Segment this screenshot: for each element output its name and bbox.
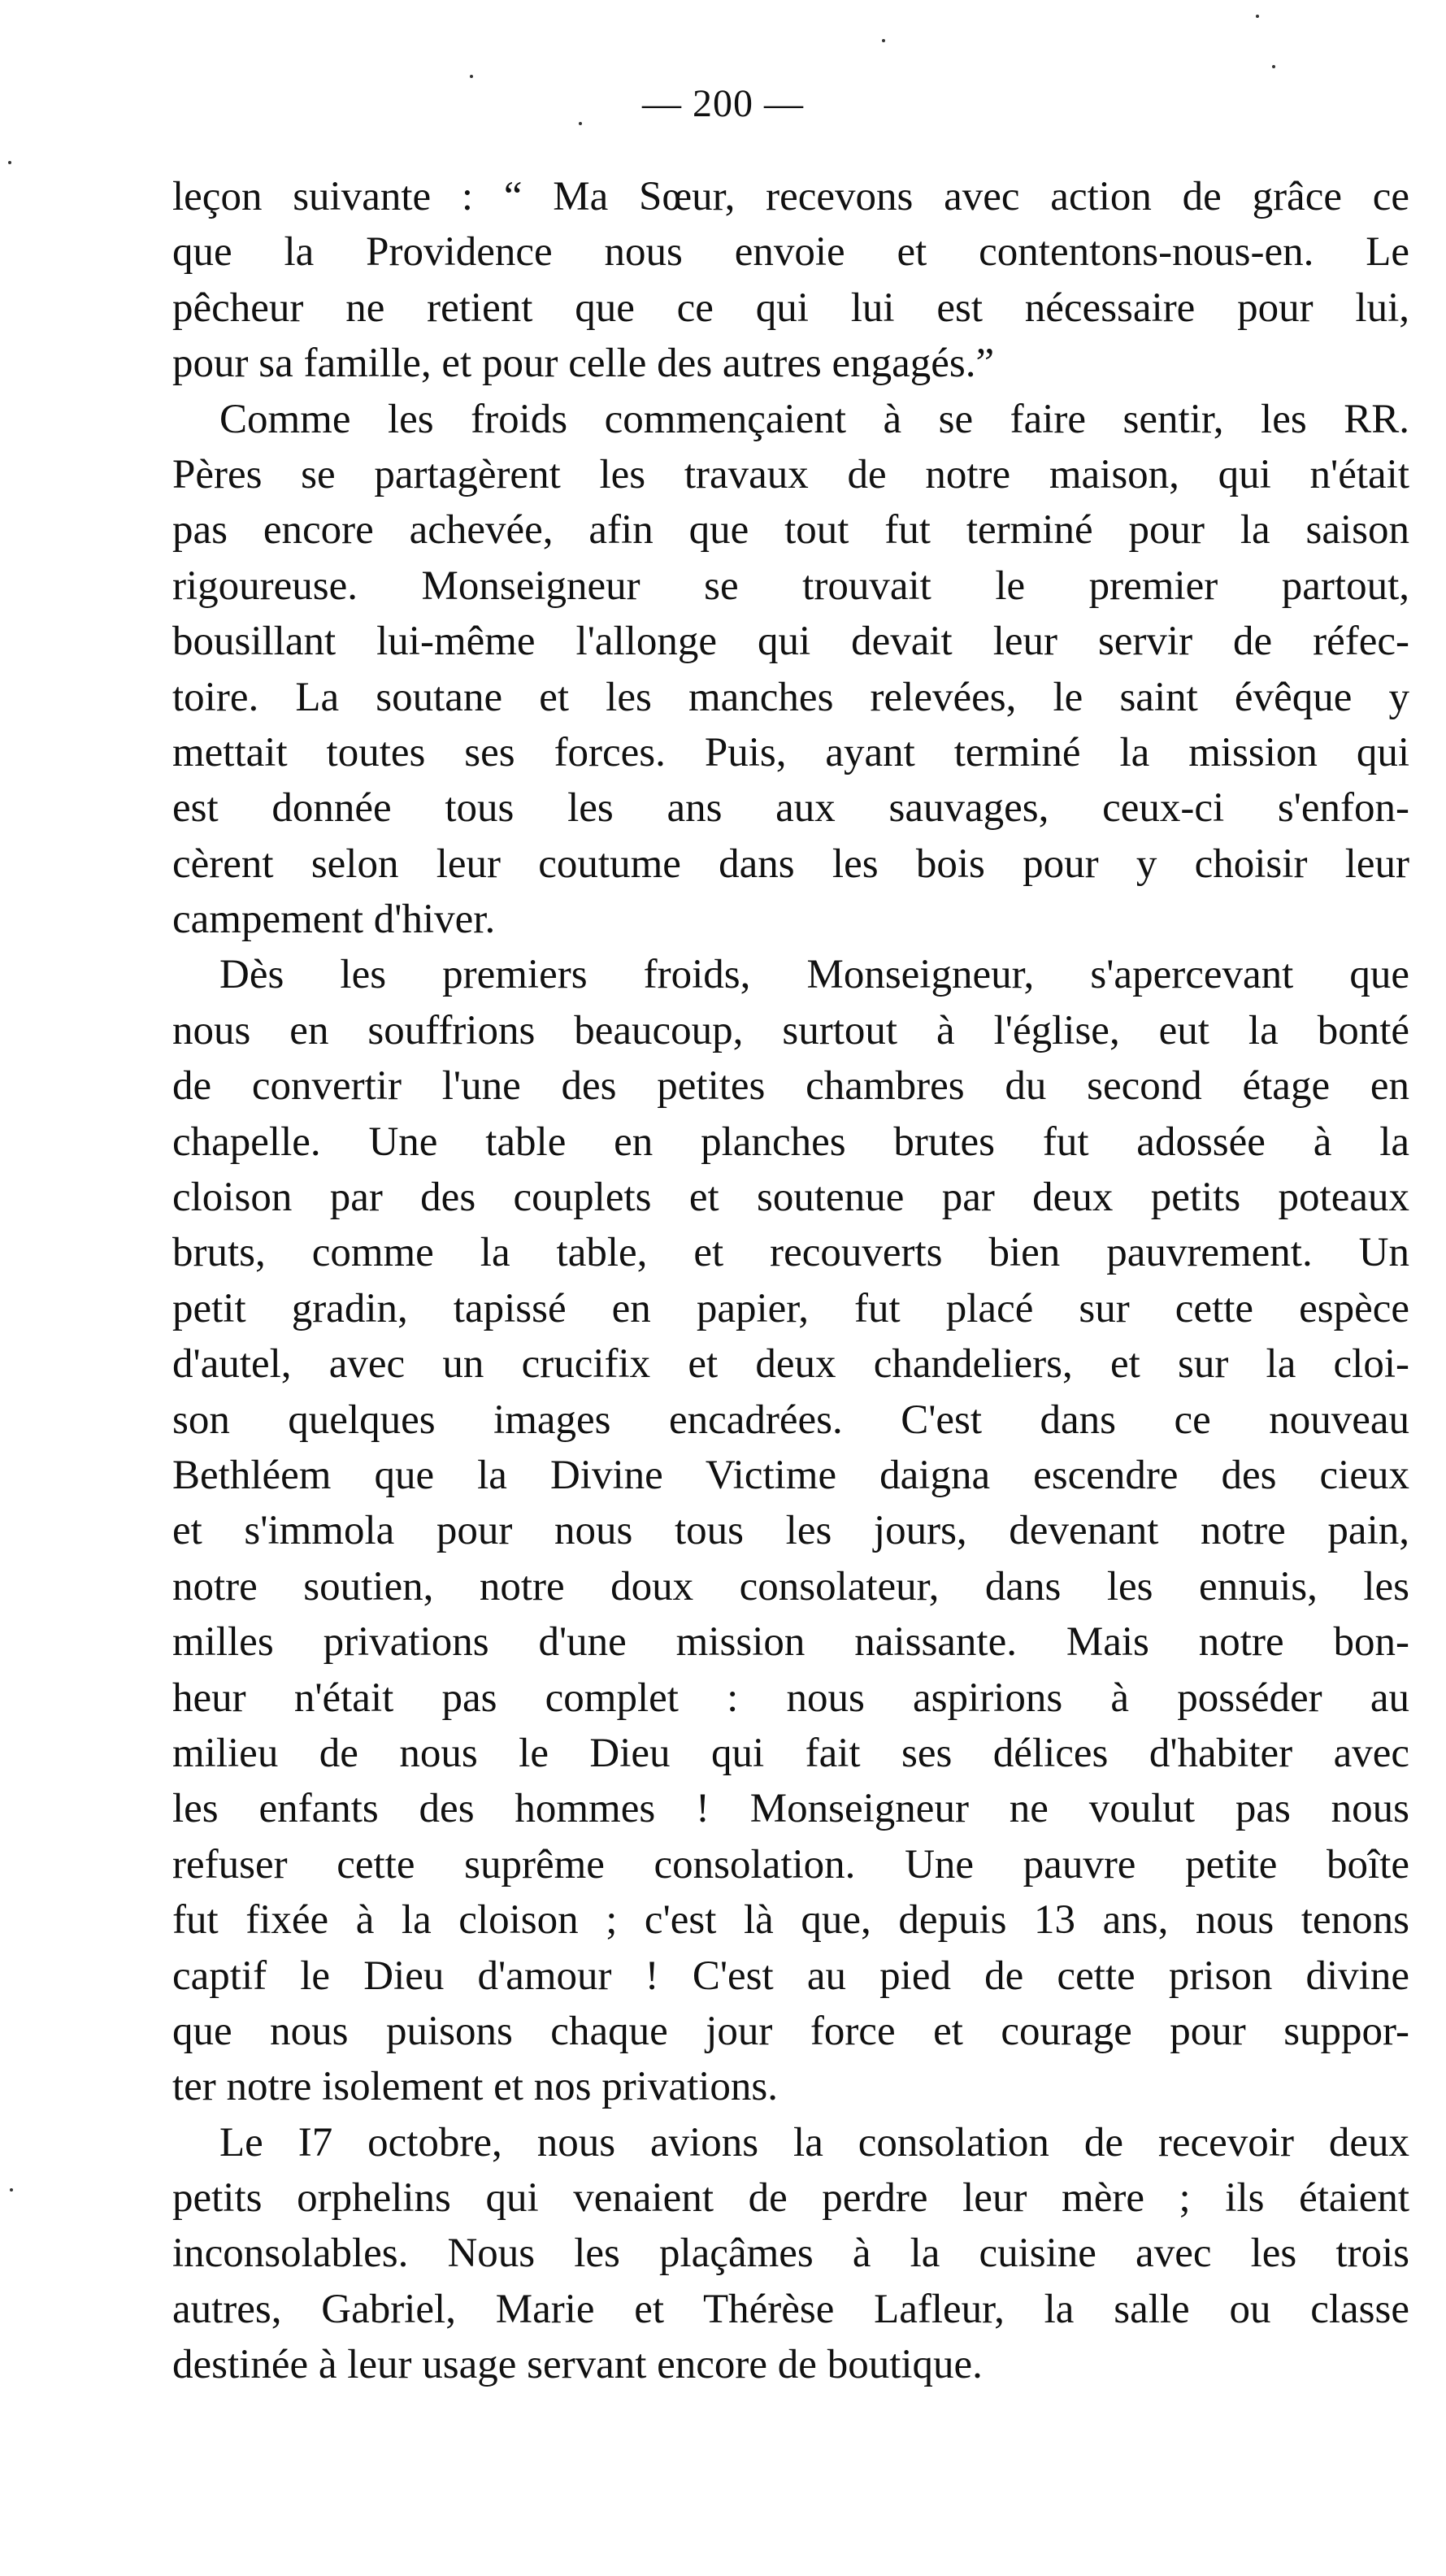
text-line: pas encore achevée, afin que tout fut terminé pour la saison	[172, 507, 1409, 554]
text-line: cloison par des couplets et soutenue par deux petits poteaux	[172, 1175, 1409, 1221]
paragraph	[172, 947, 1409, 2114]
text-line: cèrent selon leur coutume dans les bois pour y choisir leur	[172, 841, 1409, 887]
text-line: toire. La soutane et les manches relevées, le saint évêque y	[172, 674, 1409, 720]
text-line: petits orphelins qui venaient de perdre leur mère ; ils étaient	[172, 2175, 1409, 2222]
text-line: milieu de nous le Dieu qui fait ses délices d'habiter avec	[172, 1730, 1409, 1776]
text-line: est donnée tous les ans aux sauvages, ceux-ci s'enfon-	[172, 785, 1409, 832]
text-line: captif le Dieu d'amour ! C'est au pied de cette prison divine	[172, 1953, 1409, 1999]
text-line: rigoureuse. Monseigneur se trouvait le premier partout,	[172, 563, 1409, 609]
text-line: pêcheur ne retient que ce qui lui est nécessaire pour lui,	[172, 285, 1409, 331]
text-line: fut fixée à la cloison ; c'est là que, depuis 13 ans, nous tenons	[172, 1897, 1409, 1944]
text-line: bruts, comme la table, et recouverts bien pauvrement. Un	[172, 1230, 1409, 1276]
text-line: campement d'hiver.	[172, 897, 496, 943]
text-line: leçon suivante : “ Ma Sœur, recevons avec action de grâce ce	[172, 174, 1409, 219]
text-line: mettait toutes ses forces. Puis, ayant terminé la mission qui	[172, 729, 1409, 775]
text-line: Dès les premiers froids, Monseigneur, s'apercevant que	[219, 952, 1409, 998]
paragraph	[172, 2115, 1409, 2393]
text-line: les enfants des hommes ! Monseigneur ne voulut pas nous	[172, 1786, 1409, 1832]
text-line: que nous puisons chaque jour force et courage pour suppor-	[172, 2008, 1409, 2054]
paragraph	[172, 392, 1409, 948]
text-line: chapelle. Une table en planches brutes fut adossée à la	[172, 1119, 1409, 1165]
body-text	[172, 169, 1409, 2393]
page-number: — 200 —	[642, 82, 804, 125]
text-line: Le I7 octobre, nous avions la consolation de recevoir deux	[219, 2119, 1409, 2165]
text-line: que la Providence nous envoie et contentons-nous-en. Le	[172, 229, 1409, 276]
text-line: inconsolables. Nous les plaçâmes à la cuisine avec les trois	[172, 2231, 1409, 2277]
text-line: Bethléem que la Divine Victime daigna escendre des cieux	[172, 1452, 1409, 1498]
text-line: ter notre isolement et nos privations.	[172, 2064, 779, 2110]
text-line: Pères se partagèrent les travaux de notre maison, qui n'était	[172, 451, 1409, 497]
paragraph	[172, 169, 1409, 392]
text-line: et s'immola pour nous tous les jours, devenant notre pain,	[172, 1508, 1409, 1554]
text-line: pour sa famille, et pour celle des autres engagés.”	[172, 341, 995, 387]
text-line: heur n'était pas complet : nous aspirions à posséder au	[172, 1675, 1409, 1721]
text-line: milles privations d'une mission naissante. Mais notre bon-	[172, 1619, 1409, 1666]
text-line: son quelques images encadrées. C'est dans ce nouveau	[172, 1397, 1409, 1443]
text-line: refuser cette suprême consolation. Une pauvre petite boîte	[172, 1841, 1409, 1887]
text-line: bousillant lui-même l'allonge qui devait leur servir de réfec-	[172, 619, 1409, 665]
text-line: petit gradin, tapissé en papier, fut placé sur cette espèce	[172, 1285, 1409, 1331]
text-line: nous en souffrions beaucoup, surtout à l'église, eut la bonté	[172, 1007, 1409, 1053]
text-line: d'autel, avec un crucifix et deux chandeliers, et sur la cloi-	[172, 1341, 1409, 1388]
text-line: destinée à leur usage servant encore de boutique.	[172, 2342, 983, 2388]
text-line: notre soutien, notre doux consolateur, dans les ennuis, les	[172, 1563, 1409, 1609]
text-line: de convertir l'une des petites chambres du second étage en	[172, 1063, 1409, 1110]
text-line: Comme les froids commençaient à se faire sentir, les RR.	[219, 396, 1409, 442]
text-line: autres, Gabriel, Marie et Thérèse Lafleur, la salle ou classe	[172, 2286, 1409, 2332]
